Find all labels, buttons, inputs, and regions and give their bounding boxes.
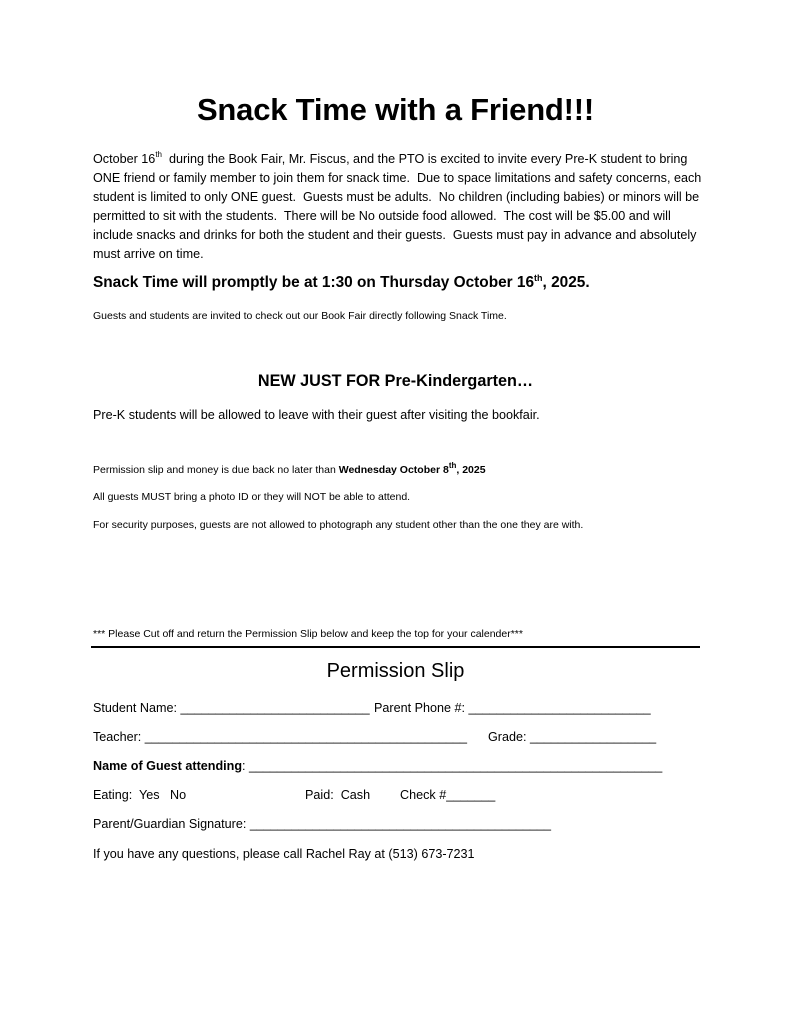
guest-name-line: : ___________________________________________________________ <box>242 759 663 773</box>
intro-text: during the Book Fair, Mr. Fiscus, and the PTO is excited to invite every Pre-K student to bring ONE friend or family member to join them for snack time. Due to space limitations and safety concerns, each student is limited to only ONE guest. Guests must be adults. No children (including babies) or minors will be permitted to sit with the students. There will be No outside food allowed. The cost will be $5.00 and will include snacks and drinks for both the student and their guests. Guests must pay in advance and absolutely must arrive on time. <box>93 152 705 262</box>
new-section-heading: NEW JUST FOR Pre-Kindergarten… <box>257 372 534 390</box>
permission-slip-title: Permission Slip <box>326 660 465 682</box>
permission-due-suffix: th <box>448 460 457 470</box>
snack-time-text: Snack Time will promptly be at 1:30 on Thursday October 16 <box>93 274 535 291</box>
guest-name-field <box>93 759 662 773</box>
intro-paragraph <box>93 150 703 265</box>
permission-due-year: , 2025 <box>456 464 486 476</box>
permission-due-date <box>338 460 486 476</box>
check-field: Check #_______ <box>400 788 496 802</box>
intro-date: October 16 <box>93 152 156 166</box>
snack-time-year: , 2025. <box>542 274 590 291</box>
permission-due-day: Wednesday October 8 <box>338 464 449 476</box>
photo-id-note: All guests MUST bring a photo ID or they will NOT be able to attend. <box>93 491 411 503</box>
snack-time-suffix: th <box>534 272 543 283</box>
student-name-field: Student Name: ___________________________ <box>93 701 370 715</box>
parent-phone-field: Parent Phone #: __________________________ <box>374 701 651 715</box>
guest-name-label: Name of Guest attending <box>93 759 243 773</box>
eating-field: Eating: Yes No <box>93 788 187 802</box>
paid-field: Paid: Cash <box>305 788 371 802</box>
intro-date-suffix: th <box>155 149 162 159</box>
cut-line <box>91 646 700 648</box>
questions-note: If you have any questions, please call Rachel Ray at (513) 673-7231 <box>93 847 475 861</box>
book-fair-note: Guests and students are invited to check out our Book Fair directly following Snack Time. <box>93 310 507 322</box>
page-title: Snack Time with a Friend!!! <box>196 92 595 127</box>
grade-field: Grade: __________________ <box>488 730 657 744</box>
permission-due-text: Permission slip and money is due back no later than <box>93 464 339 476</box>
permission-due-note <box>93 460 486 476</box>
new-section-text: Pre-K students will be allowed to leave with their guest after visiting the bookfair. <box>93 408 540 422</box>
security-note: For security purposes, guests are not allowed to photograph any student other than the one they are with. <box>93 519 584 531</box>
teacher-field: Teacher: ______________________________________________ <box>93 730 467 744</box>
signature-field: Parent/Guardian Signature: ___________________________________________ <box>93 817 551 831</box>
cut-off-note: *** Please Cut off and return the Permission Slip below and keep the top for your calender*** <box>93 628 523 640</box>
snack-time-heading <box>93 274 590 292</box>
